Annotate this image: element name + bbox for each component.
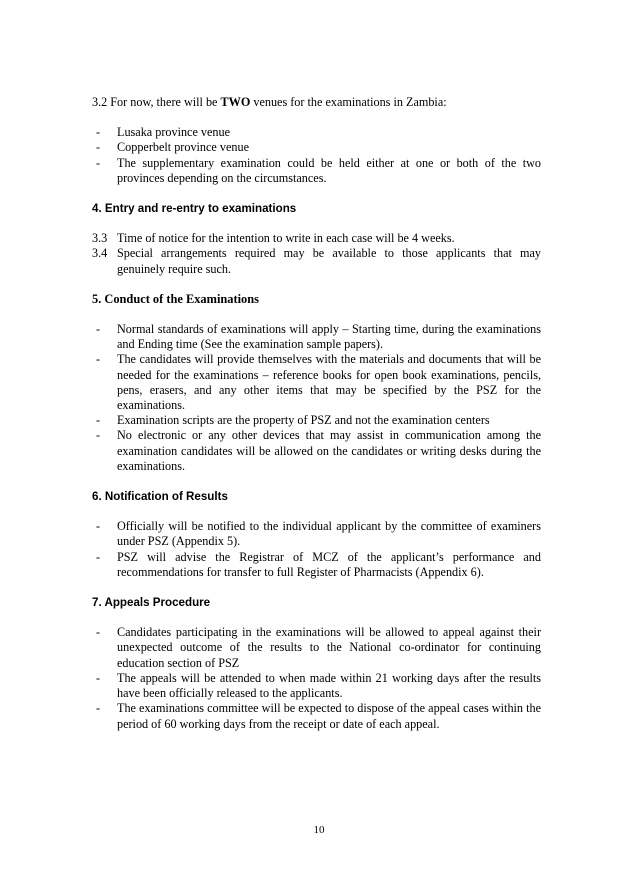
list-item-text: Examination scripts are the property of PSZ and not the examination centers <box>117 413 490 428</box>
page-number: 10 <box>313 824 325 836</box>
list-item <box>92 352 541 413</box>
section-number: 3.3 <box>92 231 108 246</box>
bullet-dash: - <box>96 670 101 685</box>
list-item-text: Officially will be notified to the individual applicant by the committee of examiners under PSZ (Appendix 5). <box>117 519 541 549</box>
bullet-dash: - <box>96 322 101 337</box>
appeals-list <box>92 625 541 731</box>
section-3-2 <box>92 95 541 110</box>
section-3-2-text-end: venues for the examinations in Zambia: <box>250 95 447 109</box>
list-item-text: No electronic or any other devices that may assist in communication among the examination candidates will be allowed on the candidates or writing desks during the examinations. <box>117 428 541 473</box>
list-item <box>92 156 541 186</box>
list-item <box>92 322 541 352</box>
bullet-dash: - <box>96 428 101 443</box>
bullet-dash: - <box>96 155 101 170</box>
bullet-dash: - <box>96 140 101 155</box>
list-item <box>92 701 541 731</box>
list-item-text: The candidates will provide themselves with the materials and documents that will be needed for the examinations – reference books for open book examinations, pencils, pens, erasers, and any other items that may be specified by the PSZ for the examinations. <box>117 352 541 413</box>
bullet-dash: - <box>96 125 101 140</box>
list-item <box>92 428 541 474</box>
bullet-dash: - <box>96 549 101 564</box>
bullet-dash: - <box>96 625 101 640</box>
list-item <box>92 413 541 428</box>
heading-section-5: 5. Conduct of the Examinations <box>92 291 259 306</box>
list-item-text: The supplementary examination could be held either at one or both of the two provinces depending on the circumstances. <box>117 155 541 185</box>
list-item-text: Candidates participating in the examinations will be allowed to appeal against their unexpected outcome of the results to the National co-ordinator for continuing education section of PSZ <box>117 625 541 670</box>
section-3-2-text: 3.2 For now, there will be <box>92 95 221 109</box>
section-3-3 <box>92 231 541 246</box>
bullet-dash: - <box>96 352 101 367</box>
bullet-dash: - <box>96 413 101 428</box>
list-item <box>92 625 541 671</box>
page-content <box>92 95 541 732</box>
heading-section-4: 4. Entry and re-entry to examinations <box>92 202 297 216</box>
list-item-text: Lusaka province venue <box>117 125 231 140</box>
list-item <box>92 550 541 580</box>
list-item-text: The examinations committee will be expected to dispose of the appeal cases within the period of 60 working days from the receipt or date of each appeal. <box>117 701 541 731</box>
list-item-text: PSZ will advise the Registrar of MCZ of the applicant’s performance and recommendations for transfer to full Register of Pharmacists (Appendix 6). <box>117 549 541 579</box>
section-number: 3.4 <box>92 246 108 261</box>
list-item-text: Normal standards of examinations will apply – Starting time, during the examinations and Ending time (See the examination sample papers). <box>117 322 541 352</box>
section-text: Special arrangements required may be available to those applicants that may genuinely require such. <box>117 246 541 276</box>
venues-list <box>92 125 541 186</box>
heading-section-6: 6. Notification of Results <box>92 490 228 504</box>
section-3-4 <box>92 246 541 276</box>
conduct-list <box>92 322 541 474</box>
list-item-text: The appeals will be attended to when made within 21 working days after the results have been officially released to the applicants. <box>117 670 541 701</box>
section-3-2-emphasis: TWO <box>220 95 251 109</box>
list-item-text: Copperbelt province venue <box>117 140 249 155</box>
section-text: Time of notice for the intention to write in each case will be 4 weeks. <box>117 231 455 246</box>
heading-section-7: 7. Appeals Procedure <box>92 596 211 610</box>
bullet-dash: - <box>96 701 101 716</box>
list-item <box>92 140 541 155</box>
list-item <box>92 671 541 701</box>
bullet-dash: - <box>96 519 101 534</box>
notification-list <box>92 519 541 580</box>
list-item <box>92 519 541 549</box>
list-item <box>92 125 541 140</box>
